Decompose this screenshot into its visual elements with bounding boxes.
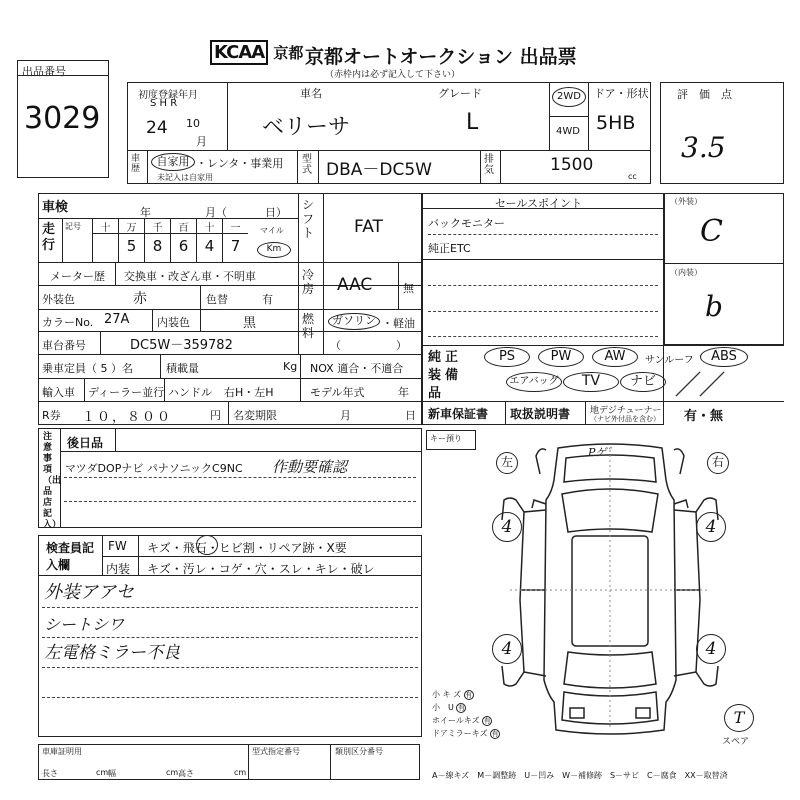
- repaint-value: 有: [262, 293, 273, 306]
- inspector-fw-label: FW: [108, 539, 127, 553]
- legend-row: ホイールキズ 有: [432, 716, 491, 725]
- equip-pw: PW: [538, 347, 584, 367]
- mileage-digit: 4: [204, 237, 215, 255]
- aircon-label: 冷房: [302, 268, 315, 296]
- score-value: 3.5: [681, 131, 726, 164]
- name-change-month: 月: [340, 409, 351, 422]
- mileage-unit-label: 万: [119, 219, 144, 234]
- usage-other: ・レンタ・事業用: [196, 157, 284, 170]
- name-change-day: 日: [405, 409, 416, 422]
- fuel-light: ・軽油: [382, 317, 415, 330]
- import-side: 右H・左H: [224, 386, 274, 399]
- mileage-label: 走行: [42, 222, 56, 253]
- shift-value: FAT: [354, 217, 383, 237]
- displacement-label: 排気: [484, 154, 494, 176]
- sales-point-1: バックモニター: [428, 217, 505, 230]
- model-year-label: モデル年式: [310, 386, 365, 399]
- displacement-unit: cc: [628, 172, 637, 181]
- tire-rear-right: 4: [696, 634, 726, 664]
- footer-length: 長さ: [42, 769, 58, 778]
- model-year-unit: 年: [398, 386, 409, 399]
- diagram-left: 左: [496, 452, 518, 474]
- registration-era: S H R: [150, 98, 178, 109]
- registration-year: 24: [146, 118, 168, 138]
- mileage-cell: [196, 219, 222, 262]
- car-diagram: [480, 440, 740, 740]
- meter-label: メーター歴: [50, 270, 105, 283]
- color-no-label: カラーNo.: [42, 316, 94, 329]
- nox-label: NOX 適合・不適合: [310, 362, 404, 375]
- key-box: [426, 430, 476, 450]
- tuner-label: 地デジチューナー: [590, 406, 662, 416]
- legend-row: 小 キ ズ 有: [432, 690, 473, 699]
- mileage-unit-label: 十: [197, 219, 222, 234]
- tuner-yesno: 有・無: [684, 409, 724, 424]
- equip-ps: PS: [484, 347, 530, 367]
- equipment-label: 純正装備品: [428, 350, 463, 401]
- sales-points-label: セールスポイント: [495, 197, 583, 210]
- car-name-label: 車名: [300, 87, 322, 100]
- registration-label: 初度登録年月: [138, 90, 198, 101]
- equip-aw: AW: [592, 347, 638, 367]
- drive-2wd: 2WD: [552, 87, 586, 107]
- chassis-number: DC5W－359782: [130, 338, 233, 353]
- interior-grade-label: （内装）: [670, 268, 702, 277]
- usage-label: 車歴: [131, 154, 141, 174]
- interior-color: 黒: [243, 316, 257, 331]
- lot-number: 3029: [24, 101, 101, 136]
- notes-later-label: 後日品: [67, 436, 104, 450]
- registration-month-unit: 月: [196, 135, 207, 148]
- footer-length-cm: cm: [96, 768, 109, 777]
- fuel-label: 燃料: [302, 312, 315, 340]
- notes-handwritten: 作動要確認: [272, 458, 348, 476]
- mileage-unit-mile: マイル: [260, 226, 284, 235]
- mileage-unit-km: Km: [257, 242, 291, 258]
- mileage-cell: [222, 219, 248, 262]
- logo-kcaa: KCAA: [210, 40, 268, 65]
- inspector-note-2: シートシワ: [44, 615, 125, 634]
- mileage-digit: 5: [126, 237, 137, 255]
- mileage-cell: [92, 219, 118, 262]
- diagram-top-note: Pゲ゛: [588, 446, 618, 459]
- interior-grade: b: [705, 290, 723, 323]
- inspection-day: 日）: [265, 206, 287, 219]
- notes-navi: マツダDOPナビ パナソニックC9NC: [65, 462, 243, 475]
- equip-sunroof: サンルーフ: [645, 355, 694, 366]
- spare-label: スペア: [722, 737, 750, 747]
- exterior-color-label: 外装色: [42, 293, 75, 306]
- capacity-label: 乗車定員（ 5 ）名: [42, 362, 133, 375]
- import-dealer: ディーラー並行: [88, 386, 165, 399]
- grade-value: L: [466, 110, 479, 135]
- mileage-digit: 6: [178, 237, 189, 255]
- exterior-grade: C: [700, 214, 723, 249]
- logo-city: 京都: [273, 44, 304, 62]
- equip-airbag: エアバッグ: [506, 372, 562, 392]
- repaint-label: 色替: [206, 293, 228, 306]
- score-box: [660, 82, 784, 184]
- recycle-yen: 円: [210, 409, 221, 422]
- inspector-note-1: 外装アアセ: [44, 582, 134, 603]
- mileage-unit-label: 十: [93, 219, 118, 234]
- aircon-none: 無: [403, 282, 414, 295]
- key-label: キー預り: [430, 434, 462, 443]
- footer-class-no: 類別区分番号: [335, 747, 383, 756]
- footer-width: 幅: [108, 769, 116, 778]
- chassis-label: 車台番号: [42, 339, 86, 352]
- mileage-cell: [144, 219, 170, 262]
- mileage-digit: 8: [152, 237, 163, 255]
- usage-note: 未記入は自家用: [157, 173, 213, 182]
- footer-model-no: 型式指定番号: [252, 747, 300, 756]
- auction-logo: [210, 42, 303, 63]
- footer-cert-label: 車庫証明用: [42, 747, 82, 756]
- tuner-note: （ナビ外付品を含む）: [590, 415, 660, 423]
- notes-label: 注意事項（出品店記入）: [43, 432, 62, 530]
- usage-own: 自家用: [151, 153, 195, 171]
- mileage-digit: 7: [230, 237, 241, 255]
- damage-codes: A－線キズ M－調整跡 U－凹み W－補修跡 S－サビ C－腐食 XX－取替済: [432, 771, 728, 780]
- door-label: ドア・形状: [594, 87, 649, 100]
- exterior-grade-label: （外装）: [670, 197, 702, 206]
- lot-number-box: [17, 60, 109, 178]
- grade-label: グレード: [438, 87, 482, 100]
- model-value: DBA－DC5W: [326, 160, 432, 180]
- footer-width-cm: cm: [166, 768, 179, 777]
- fuel-gas: ガソリン: [328, 313, 380, 330]
- tire-front-right: 4: [696, 512, 726, 542]
- meter-value: 交換車・改ざん車・不明車: [124, 270, 256, 283]
- mileage-cell: [118, 219, 144, 262]
- manual-label: 取扱説明書: [510, 407, 571, 421]
- mileage-sub-label: 記号: [65, 222, 81, 231]
- recycle-value: １０，８００: [82, 410, 173, 425]
- sheet-subtitle: （赤枠内は必ず記入して下さい）: [325, 70, 461, 80]
- lot-label: 出品番号: [22, 65, 66, 78]
- spare-tire: T: [724, 704, 754, 732]
- model-label: 型式: [302, 154, 312, 176]
- car-name: ベリーサ: [262, 115, 351, 140]
- door-value: 5HB: [596, 112, 636, 134]
- load-label: 積載量: [166, 362, 199, 375]
- inspection-year: 年: [140, 206, 151, 219]
- legend-row: 小 U 有: [432, 703, 465, 712]
- import-label: 輸入車: [42, 386, 75, 399]
- mileage-unit-label: 千: [145, 219, 170, 234]
- inspector-label: 検査員記入欄: [46, 541, 95, 572]
- load-kg: Kg: [283, 360, 298, 373]
- displacement-value: 1500: [550, 155, 594, 175]
- inspector-int-label: 内装: [106, 562, 131, 576]
- equip-abs: ABS: [700, 347, 748, 367]
- shift-label: シフト: [302, 198, 315, 240]
- tire-front-left: 4: [492, 512, 522, 542]
- sales-point-2: 純正ETC: [428, 242, 471, 255]
- import-handle: ハンドル: [168, 386, 212, 399]
- footer-height-cm: cm: [234, 768, 247, 777]
- fw-mark-circle: [196, 535, 218, 555]
- damage-legend: [432, 688, 500, 740]
- inspector-int-items: キズ・汚レ・コゲ・穴・スレ・キレ・破レ: [147, 562, 375, 576]
- tire-rear-left: 4: [492, 634, 522, 664]
- mileage-unit-label: 一: [223, 219, 248, 234]
- equip-navi: ナビ: [620, 372, 666, 392]
- inspector-fw-items: キズ・飛石・ヒビ割・リペア跡・X要: [147, 541, 347, 555]
- exterior-color: 赤: [133, 291, 147, 307]
- diagram-right: 右: [707, 452, 729, 474]
- inspection-month: 月（: [205, 206, 227, 219]
- mileage-unit-label: 百: [171, 219, 196, 234]
- legend-row: ドアミラーキズ 有: [432, 729, 499, 738]
- equip-tv: TV: [563, 372, 619, 392]
- inspection-label: 車検: [42, 200, 69, 215]
- recycle-label: R券: [42, 409, 61, 422]
- registration-month: 10: [186, 117, 200, 130]
- inspector-note-3: 左電格ミラー不良: [44, 643, 180, 663]
- drive-4wd: 4WD: [556, 126, 580, 137]
- equipment-blank-hatch: [670, 370, 742, 398]
- interior-color-label: 内装色: [157, 316, 190, 329]
- score-label: 評 価 点: [677, 88, 732, 101]
- footer-height: 高さ: [178, 769, 194, 778]
- name-change-label: 名変期限: [233, 409, 277, 422]
- aircon-value: AAC: [337, 275, 373, 295]
- sheet-title: 京都オートオークション 出品票: [305, 46, 577, 68]
- warranty-label: 新車保証書: [428, 407, 489, 421]
- fuel-paren: （ ）: [330, 339, 407, 352]
- color-no: 27A: [104, 312, 130, 327]
- mileage-cell: [170, 219, 196, 262]
